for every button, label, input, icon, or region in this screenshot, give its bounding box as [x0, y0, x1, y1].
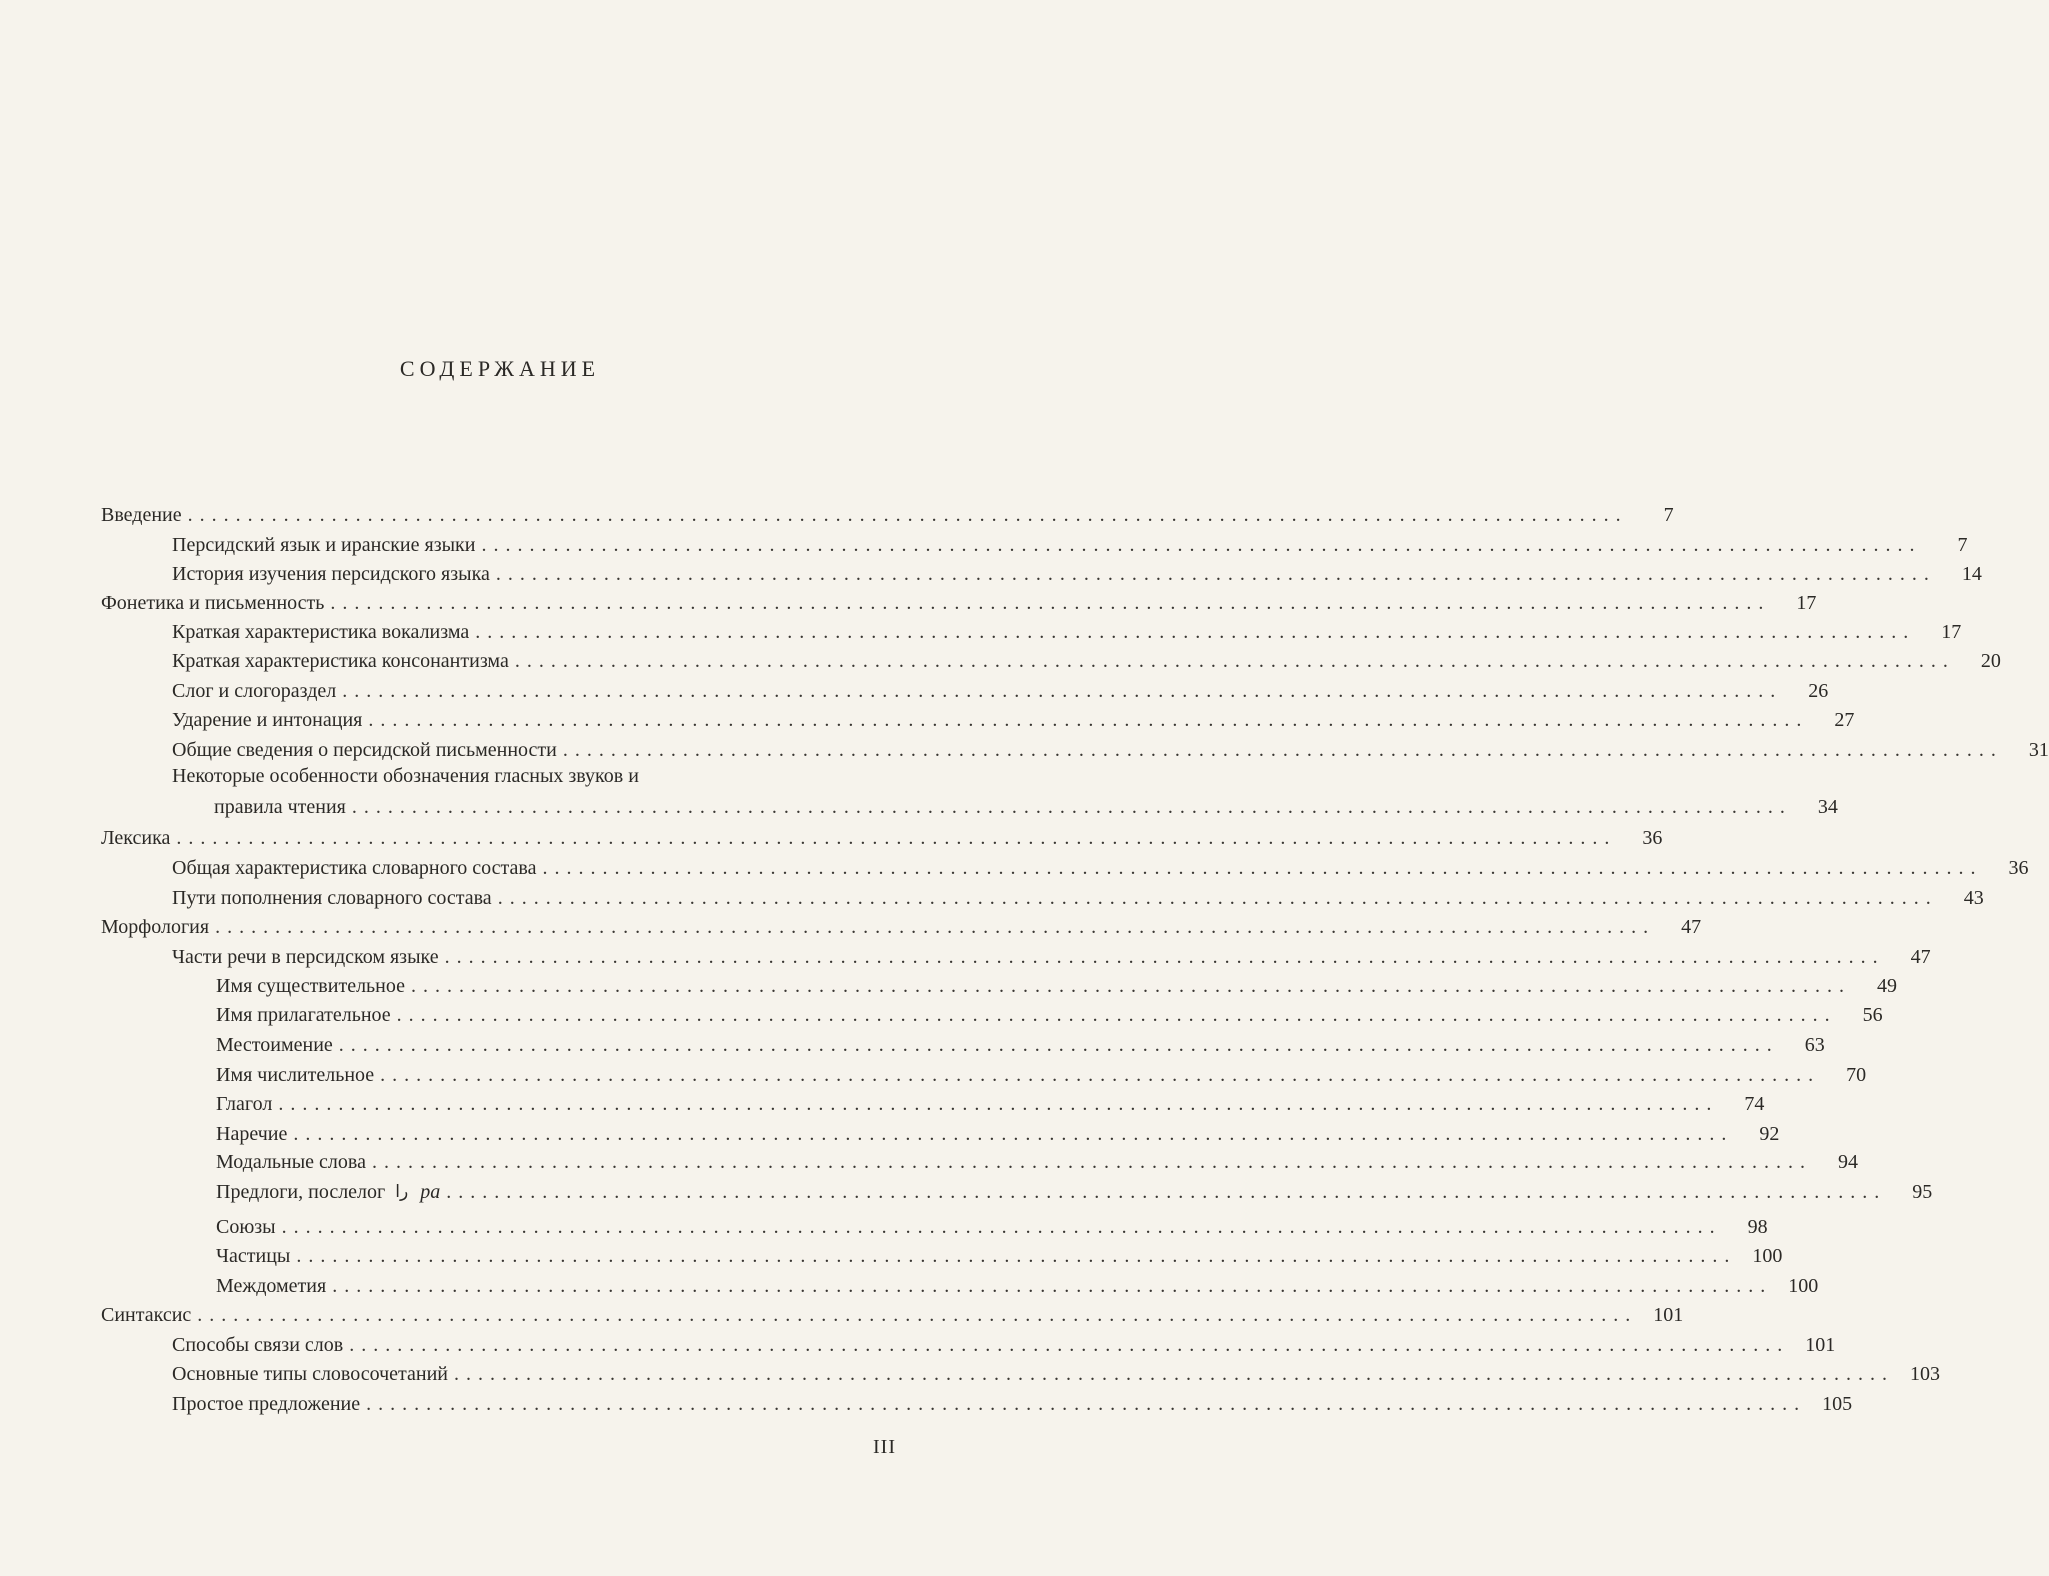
toc-entry-label: Введение — [101, 504, 182, 526]
toc-entry-label: Модальные слова — [216, 1151, 366, 1173]
leader-dots: ........................................................................................................................ — [281, 1216, 1722, 1238]
leader-dots: ........................................................................................................................ — [380, 1064, 1821, 1086]
toc-entry-page: 36 — [2008, 857, 2029, 879]
toc-entry-label: Простое предложение — [172, 1393, 361, 1415]
leader-dots: ........................................................................................................................ — [411, 975, 1851, 997]
toc-entry-label: Имя числительное — [216, 1064, 375, 1086]
toc-entry-page: 34 — [1817, 796, 1838, 818]
toc-entry — [0, 1387, 1853, 1416]
toc-entry — [0, 1028, 1825, 1057]
toc-entry — [0, 1175, 1933, 1204]
toc-entry-syntax — [0, 1298, 1684, 1327]
transliteration: ра — [420, 1181, 441, 1203]
toc-entry-page: 101 — [1653, 1304, 1684, 1326]
toc-entry-page: 43 — [1963, 887, 1984, 909]
leader-dots: ........................................................................................................................ — [332, 1275, 1773, 1297]
toc-entry-label: Общие сведения о персидской письменности — [172, 739, 557, 761]
toc-entry — [0, 1210, 1768, 1239]
toc-entry-lexicon — [0, 821, 1663, 850]
toc-entry-page: 17 — [1796, 592, 1817, 614]
toc-entry-label: правила чтения — [214, 796, 346, 818]
leader-dots: ........................................................................................................................ — [514, 650, 1955, 672]
toc-entry-page: 26 — [1808, 680, 1829, 702]
leader-dots: ........................................................................................................................ — [349, 1334, 1790, 1356]
toc-entry-label: Имя существительное — [216, 975, 405, 997]
toc-entry-label: Способы связи слов — [172, 1334, 344, 1356]
toc-entry — [0, 1145, 1858, 1174]
toc-entry-page: 20 — [1980, 650, 2001, 672]
toc-entry-label: Наречие — [216, 1123, 288, 1145]
leader-dots: ........................................................................................................................ — [278, 1093, 1719, 1115]
toc-entry-page: 100 — [1752, 1245, 1783, 1267]
toc-entry-page: 101 — [1805, 1334, 1836, 1356]
toc-entry-label: Краткая характеристика консонантизма — [172, 650, 509, 672]
leader-dots: ........................................................................................................................ — [542, 857, 1983, 879]
toc-entry-page: 36 — [1642, 827, 1663, 849]
page-title: СОДЕРЖАНИЕ — [399, 356, 601, 381]
toc-entry-phonetics — [0, 586, 1817, 615]
toc-entry — [0, 528, 1968, 557]
toc-entry — [0, 703, 1855, 732]
toc-entry-page: 47 — [1910, 946, 1931, 968]
leader-dots: ........................................................................................................................ — [366, 1393, 1807, 1415]
leader-dots: ........................................................................................................................ — [495, 563, 1936, 585]
toc-entry — [0, 881, 1984, 910]
toc-entry-page: 105 — [1822, 1393, 1853, 1415]
toc-entry-page: 74 — [1744, 1093, 1765, 1115]
toc-entry — [0, 1117, 1780, 1146]
toc-entry — [0, 733, 2049, 762]
toc-entry-label: Краткая характеристика вокализма — [172, 621, 470, 643]
toc-entry-introduction — [0, 498, 1674, 527]
leader-dots: ........................................................................................................................ — [368, 709, 1809, 731]
toc-entry-page: 103 — [1910, 1363, 1940, 1385]
toc-entry-page: 47 — [1681, 916, 1702, 938]
toc-entry — [0, 851, 2029, 880]
toc-entry-label: Имя прилагательное — [216, 1004, 391, 1026]
toc-entry-continuation — [0, 790, 1838, 819]
leader-dots: ........................................................................................................................ — [446, 1181, 1887, 1203]
toc-entry-label: Ударение и интонация — [172, 709, 363, 731]
toc-entry-label: Частицы — [216, 1245, 291, 1267]
leader-dots: ........................................................................................................................ — [481, 534, 1922, 556]
toc-entry — [0, 557, 1982, 586]
toc-entry — [0, 674, 1829, 703]
toc-entry-label: Слог и слогораздел — [172, 680, 337, 702]
leader-dots: ........................................................................................................................ — [396, 1004, 1837, 1026]
leader-dots: ........................................................................................................................ — [351, 796, 1792, 818]
toc-entry-label: Предлоги, послелог — [216, 1181, 386, 1203]
toc-entry-label: Морфология — [101, 916, 210, 938]
toc-entry-page: 70 — [1846, 1064, 1867, 1086]
toc-entry — [0, 1239, 1783, 1268]
toc-entry-page: 7 — [1957, 534, 1968, 556]
toc-entry-page: 98 — [1747, 1216, 1768, 1238]
toc-entry-label: Персидский язык и иранские языки — [172, 534, 476, 556]
toc-entry-morphology — [0, 910, 1702, 939]
toc-entry — [0, 998, 1883, 1027]
toc-entry-label: Части речи в персидском языке — [172, 946, 439, 968]
toc-entry-page: 49 — [1877, 975, 1897, 997]
toc-entry-label: История изучения персидского языка — [172, 563, 490, 585]
toc-entry — [0, 1269, 1819, 1298]
toc-entry-page: 92 — [1759, 1123, 1780, 1145]
leader-dots: ........................................................................................................................ — [296, 1245, 1737, 1267]
toc-entry-page: 94 — [1837, 1151, 1858, 1173]
toc-entry-label: Некоторые особенности обозначения гласных звуков и — [172, 765, 639, 787]
toc-entry-page: 7 — [1663, 504, 1674, 526]
leader-dots: ........................................................................................................................ — [176, 827, 1617, 849]
toc-entry-page: 14 — [1961, 563, 1982, 585]
leader-dots: ........................................................................................................................ — [371, 1151, 1812, 1173]
toc-entry-label: Общая характеристика словарного состава — [172, 857, 537, 879]
leader-dots: ........................................................................................................................ — [562, 739, 2003, 761]
toc-entry — [0, 1087, 1765, 1116]
toc-entry-page: 17 — [1941, 621, 1962, 643]
toc-entry-label: Пути пополнения словарного состава — [172, 887, 492, 909]
leader-dots: ........................................................................................................................ — [475, 621, 1916, 643]
toc-entry-label: Синтаксис — [101, 1304, 192, 1326]
toc-entry — [0, 1328, 1836, 1357]
toc-entry-label: Основные типы словосочетаний — [172, 1363, 448, 1385]
leader-dots: ........................................................................................................................ — [342, 680, 1783, 702]
toc-entry-page: 100 — [1788, 1275, 1819, 1297]
toc-entry-page: 31 — [2028, 739, 2049, 761]
persian-word: را — [395, 1182, 409, 1202]
toc-entry — [0, 1357, 1940, 1386]
toc-entry-page: 27 — [1834, 709, 1855, 731]
toc-entry — [0, 644, 2001, 673]
leader-dots: ........................................................................................................................ — [330, 592, 1771, 614]
leader-dots: ........................................................................................................................ — [497, 887, 1938, 909]
toc-entry-label: Междометия — [216, 1275, 327, 1297]
leader-dots: ........................................................................................................................ — [444, 946, 1885, 968]
leader-dots: ........................................................................................................................ — [293, 1123, 1734, 1145]
toc-entry-page: 56 — [1862, 1004, 1883, 1026]
toc-entry-label: Союзы — [216, 1216, 276, 1238]
toc-entry-label: Местоимение — [216, 1034, 333, 1056]
toc-entry-label: Глагол — [216, 1093, 273, 1115]
toc-entry-page: 95 — [1912, 1181, 1933, 1203]
toc-entry — [0, 615, 1962, 644]
leader-dots: ........................................................................................................................ — [197, 1304, 1638, 1326]
leader-dots: ........................................................................................................................ — [454, 1363, 1894, 1385]
toc-entry-label: Лексика — [101, 827, 171, 849]
leader-dots: ........................................................................................................................ — [338, 1034, 1779, 1056]
toc-entry — [0, 1058, 1867, 1087]
toc-entry — [0, 764, 1000, 790]
page-number-footer: III — [873, 1436, 896, 1458]
toc-entry-page: 63 — [1804, 1034, 1825, 1056]
toc-entry-label: Фонетика и письменность — [101, 592, 325, 614]
leader-dots: ........................................................................................................................ — [215, 916, 1656, 938]
leader-dots: ........................................................................................................................ — [187, 504, 1628, 526]
toc-entry — [0, 969, 1897, 998]
toc-entry — [0, 940, 1931, 969]
